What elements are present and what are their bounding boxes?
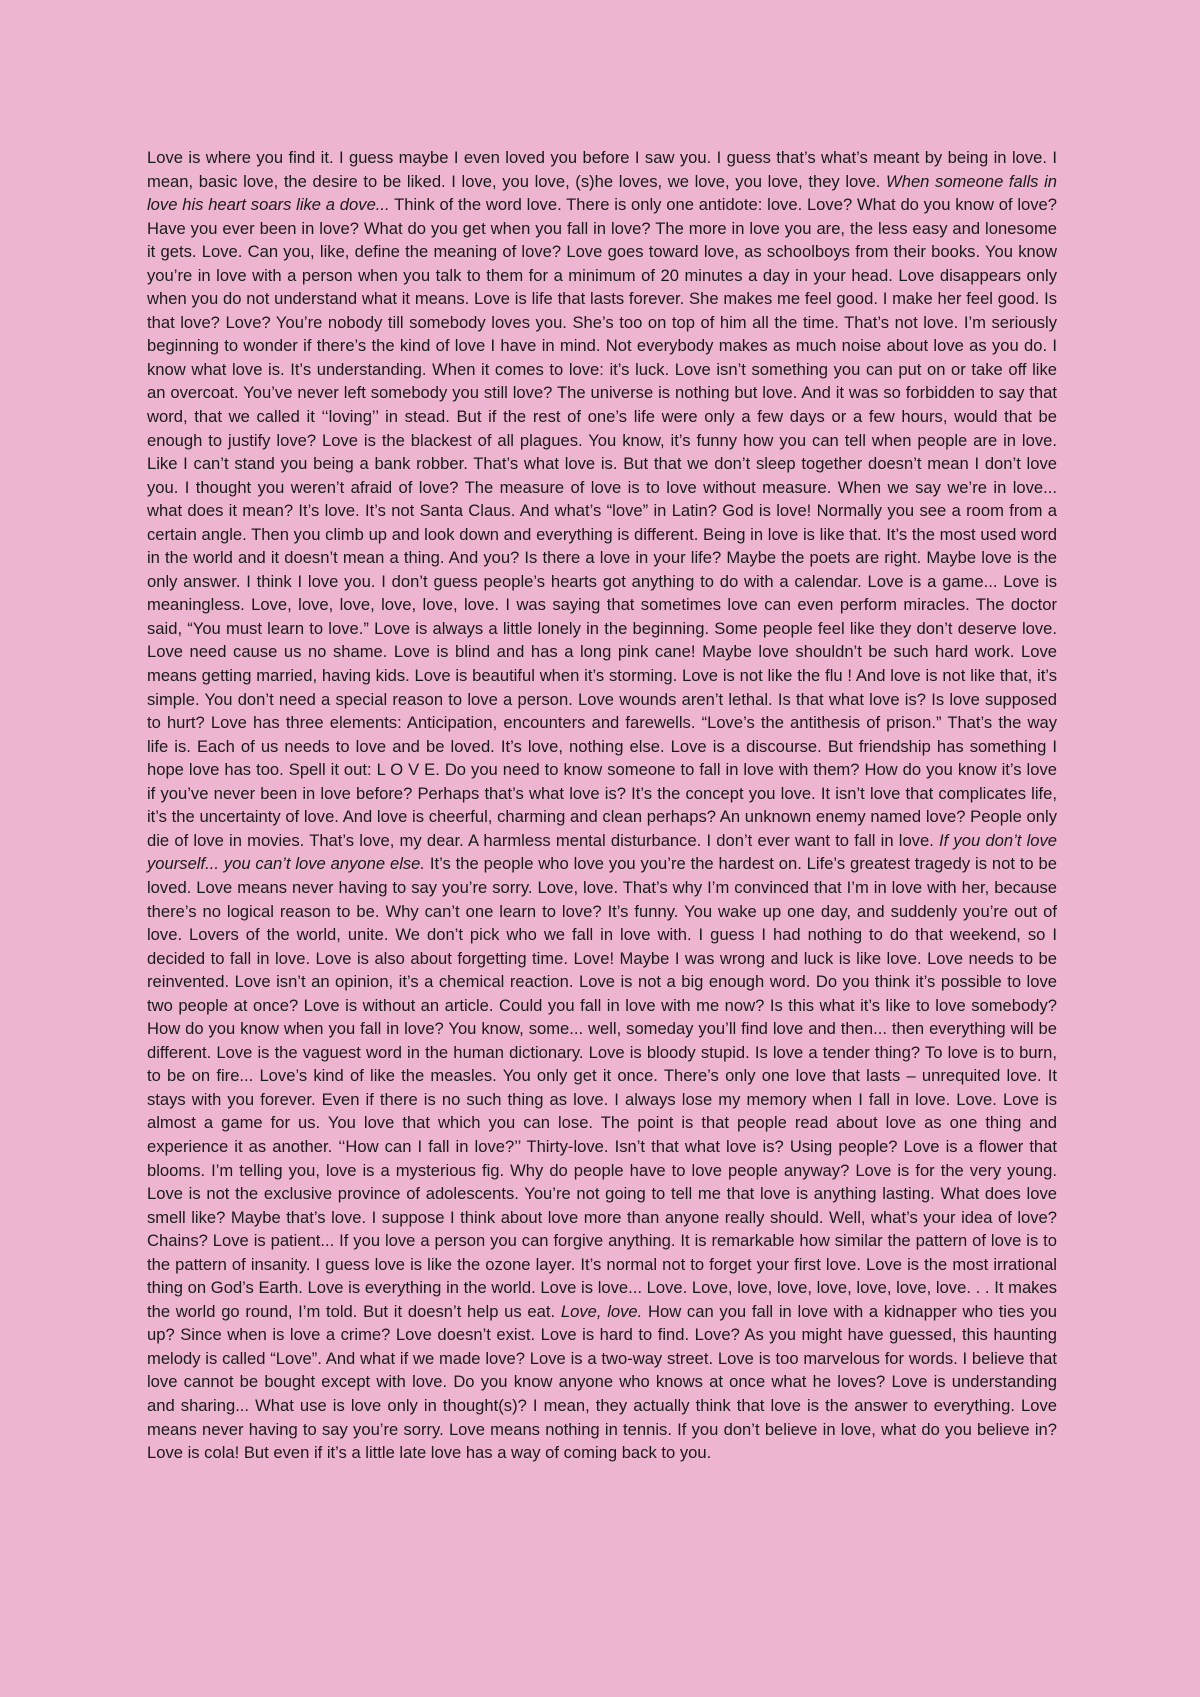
text-segment: How can you fall in love with a kidnapper who ties you up? Since when is love a crime? Love doesn’t exist. Love is hard to find. Love? As you might have guessed, this haunting melody is called “Love”. And what if we made love? Love is a two-way street. Love is too marvelous for words. I believe that love cannot be bought except with love. Do you know anyone who knows at once what he loves? Love is understanding and sharing... What use is love only in thought(s)? I mean, they actually think that love is the answer to everything. Love means never having to say you’re sorry. Love means nothing in tennis. If you don’t believe in love, what do you believe in? Love is cola! But even if it’s a little late love has a way of coming back to you. [147, 1301, 1058, 1463]
text-segment: Think of the word love. There is only one antidote: love. Love? What do you know of love? Have you ever been in love? What do you get when you fall in love? The more in love you are, the less easy and lonesome it gets. Love. Can you, like, define the meaning of love? Love goes toward love, as schoolboys from their books. You know you’re in love with a person when you talk to them for a minimum of 20 minutes a day in your head. Love disappears only when you do not understand what it means. Love is life that lasts forever. She makes me feel good. I make her feel good. Is that love? Love? You’re nobody till somebody loves you. She’s too on top of him all the time. That’s not love. I’m seriously beginning to wonder if there’s the kind of love I have in mind. Not everybody makes as much noise about love as you do. I know what love is. It’s understanding. When it comes to love: it’s luck. Love isn’t something you can put on or take off like an overcoat. You’ve never left somebody you still love? The universe is nothing but love. And it was so forbidden to say that word, that we called it ‘‘loving’’ in stead. But if the rest of one’s life were only a few days or a few hours, would that be enough to justify love? Love is the blackest of all plagues. You know, it’s funny how you can tell when people are in love. Like I can’t stand you being a bank robber. That’s what love is. But that we don’t sleep together doesn’t mean I don’t love you. I thought you weren’t afraid of love? The measure of love is to love without measure. When we say we’re in love... what does it mean? It’s love. It’s not Santa Claus. And what’s “love” in Latin? God is love! Normally you see a room from a certain angle. Then you climb up and look down and everything is different. Being in love is like that. It’s the most used word in the world and it doesn’t mean a thing. And you? Is there a love in your life? Maybe the poets are right. Maybe love is the only answer. I think I love you. I don’t guess people’s hearts got anything to do with a calendar. Love is a game... Love is meaningless. Love, love, love, love, love, love. I was saying that sometimes love can even perform miracles. The doctor said, “You must learn to love.” Love is always a little lonely in the beginning. Some people feel like they don’t deserve love. Love need cause us no shame. Love is blind and has a long pink cane! Maybe love shouldn’t be such hard work. Love means getting married, having kids. Love is beautiful when it’s storming. Love is not like the flu ! And love is not like that, it’s simple. You don’t need a special reason to love a person. Love wounds aren’t lethal. Is that what love is? Is love supposed to hurt? Love has three elements: Anticipation, encounters and farewells. “Love’s the antithesis of prison.” That’s the way life is. Each of us needs to love and be loved. It’s love, nothing else. Love is a discourse. But friendship has something I hope love has too. Spell it out: L O V E. Do you need to know someone to fall in love with them? How do you know it’s love if you’ve never been in love before? Perhaps that’s what love is? It’s the concept you love. It isn’t love that complicates life, it’s the uncertainty of love. And love is cheerful, charming and clean perhaps? An unknown enemy named love? People only die of love in movies. That’s love, my dear. A harmless mental disturbance. I don’t ever want to fall in love. [147, 195, 1057, 850]
text-segment: It’s the people who love you you’re the hardest on. Life’s greatest tragedy is not to be loved. Love means never having to say you’re sorry. Love, love. That’s why I’m convinced that I’m in love with her, because there’s no logical reason to be. Why can’t one learn to love? It’s funny. You wake up one day, and suddenly you’re out of love. Lovers of the world, unite. We don’t pick who we fall in love with. I guess I had nothing to do that weekend, so I decided to fall in love. Love is also about forgetting time. Love! Maybe I was wrong and luck is like love. Love needs to be reinvented. Love isn’t an opinion, it’s a chemical reaction. Love is not a big enough word. Do you think it’s possible to love two people at once? Love is without an article. Could you fall in love with me now? Is this what it’s like to love somebody? How do you know when you fall in love? You know, some... well, someday you’ll find love and then... then everything will be different. Love is the vaguest word in the human dictionary. Love is bloody stupid. Is love a tender thing? To love is to burn, to be on fire... Love’s kind of like the measles. You only get it once. There’s only one love that lasts – unrequited love. It stays with you forever. Even if there is no such thing as love. I always lose my memory when I fall in love. Love. Love is almost a game for us. You love that which you can lose. The point is that people read about love as one thing and experience it as another. ‘‘How can I fall in love?’’ Thirty-love. Isn’t that what love is? Using people? Love is a flower that blooms. I’m telling you, love is a mysterious fig. Why do people have to love people anyway? Love is for the very young. Love is not the exclusive province of adolescents. You’re not going to tell me that love is anything lasting. What does love smell like? Maybe that’s love. I suppose I think about love more than anyone really should. Well, what’s your idea of love? Chains? Love is patient... If you love a person you can forgive anything. It is remarkable how similar the pattern of love is to the pattern of insanity. I guess love is like the ozone layer. It’s normal not to forget your first love. Love is the most irrational thing on God’s Earth. Love is everything in the world. Love is love... Love. Love, love, love, love, love, love, love. . . It makes the world go round, I’m told. But it doesn’t help us eat. [147, 854, 1057, 1321]
text-segment: Love is where you find it. I guess maybe I even loved you before I saw you. I guess that’s what’s meant by being in love. I mean, basic love, the desire to be liked. I love, you love, (s)he loves, we love, you love, they love. [147, 148, 1057, 191]
italic-quote-love-love: Love, love. [560, 1301, 643, 1321]
love-text-paragraph [147, 146, 1057, 1465]
italic-quote-dove: When someone falls in love his heart soars like a dove... [147, 171, 1057, 215]
italic-quote-love-yourself: If you don’t love yourself... you can’t love anyone else. [147, 830, 1058, 874]
